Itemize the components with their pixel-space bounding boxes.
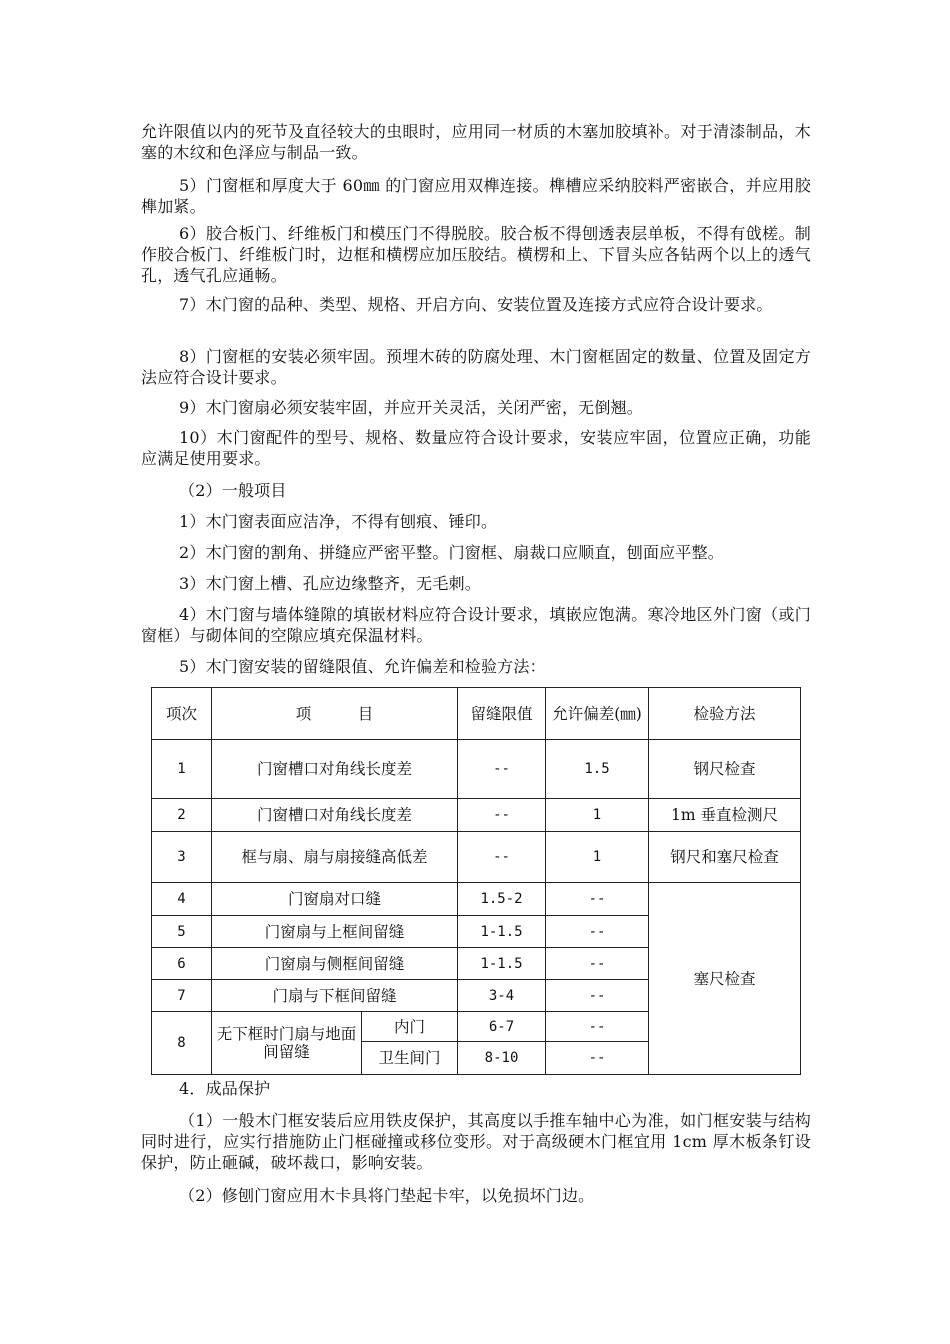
cell-gap: -- bbox=[458, 799, 546, 832]
cell-no: 7 bbox=[152, 980, 212, 1012]
cell-method-merged: 塞尺检查 bbox=[649, 883, 801, 1075]
cell-gap: 6-7 bbox=[458, 1012, 546, 1042]
tolerance-table bbox=[151, 687, 801, 1075]
cell-tolerance: -- bbox=[546, 1012, 649, 1042]
paragraph: 3）木门窗上槽、孔应边缘整齐，无毛刺。 bbox=[179, 574, 481, 593]
paragraph: 6）胶合板门、纤维板门和模压门不得脱胶。胶合板不得刨透表层单板，不得有戗槎。制作胶合板门、纤维板门时，边框和横楞应加压胶结。横楞和上、下冒头应各钻两个以上的透气孔，透气孔应通畅。 bbox=[141, 224, 811, 285]
cell-tolerance: 1 bbox=[546, 832, 649, 883]
cell-item: 无下框时门扇与地面间留缝 bbox=[212, 1012, 362, 1075]
cell-gap: -- bbox=[458, 740, 546, 799]
section-heading: （2）一般项目 bbox=[179, 481, 287, 500]
cell-gap: 1-1.5 bbox=[458, 948, 546, 980]
cell-method: 钢尺检查 bbox=[649, 740, 801, 799]
table-row bbox=[152, 740, 801, 799]
paragraph: 5）木门窗安装的留缝限值、允许偏差和检验方法： bbox=[179, 657, 546, 676]
paragraph: 2）木门窗的割角、拼缝应严密平整。门窗框、扇裁口应顺直，刨面应平整。 bbox=[179, 543, 724, 562]
cell-method: 1m 垂直检测尺 bbox=[649, 799, 801, 832]
paragraph: （2）修刨门窗应用木卡具将门垫起卡牢，以免损坏门边。 bbox=[179, 1186, 595, 1205]
cell-item: 门窗槽口对角线长度差 bbox=[212, 799, 458, 832]
paragraph: 1）木门窗表面应洁净，不得有刨痕、锤印。 bbox=[179, 512, 498, 531]
cell-tolerance: -- bbox=[546, 916, 649, 948]
paragraph: （1）一般木门框安装后应用铁皮保护，其高度以手推车轴中心为准，如门框安装与结构同时进行，应实行措施防止门框碰撞或移位变形。对于高级硬木门框宜用 1cm 厚木板条钉设保护，防止砸碱，破坏裁口，影响安装。 bbox=[141, 1111, 811, 1172]
table-row bbox=[152, 799, 801, 832]
paragraph: 5）门窗框和厚度大于 60㎜ 的门窗应用双榫连接。榫槽应采纳胶料严密嵌合，并应用胶榫加紧。 bbox=[141, 176, 811, 216]
cell-no: 1 bbox=[152, 740, 212, 799]
paragraph: 8）门窗框的安装必须牢固。预埋木砖的防腐处理、木门窗框固定的数量、位置及固定方法应符合设计要求。 bbox=[141, 347, 811, 387]
cell-gap: 1.5-2 bbox=[458, 883, 546, 916]
cell-subitem: 内门 bbox=[362, 1012, 458, 1042]
cell-gap: 3-4 bbox=[458, 980, 546, 1012]
cell-tolerance: -- bbox=[546, 883, 649, 916]
header-no: 项次 bbox=[152, 688, 212, 740]
cell-gap: 8-10 bbox=[458, 1042, 546, 1075]
cell-gap: -- bbox=[458, 832, 546, 883]
table-header-row bbox=[152, 688, 801, 740]
cell-no: 3 bbox=[152, 832, 212, 883]
cell-no: 6 bbox=[152, 948, 212, 980]
cell-tolerance: 1 bbox=[546, 799, 649, 832]
cell-item: 门窗槽口对角线长度差 bbox=[212, 740, 458, 799]
cell-tolerance: -- bbox=[546, 948, 649, 980]
cell-no: 2 bbox=[152, 799, 212, 832]
paragraph: 7）木门窗的品种、类型、规格、开启方向、安装位置及连接方式应符合设计要求。 bbox=[179, 295, 773, 314]
header-gap: 留缝限值 bbox=[458, 688, 546, 740]
cell-item: 框与扇、扇与扇接缝高低差 bbox=[212, 832, 458, 883]
cell-item: 门窗扇对口缝 bbox=[212, 883, 458, 916]
paragraph: 4）木门窗与墙体缝隙的填嵌材料应符合设计要求，填嵌应饱满。寒冷地区外门窗（或门窗框）与砌体间的空隙应填充保温材料。 bbox=[141, 605, 811, 645]
header-method: 检验方法 bbox=[649, 688, 801, 740]
cell-tolerance: -- bbox=[546, 1042, 649, 1075]
paragraph: 允许限值以内的死节及直径较大的虫眼时，应用同一材质的木塞加胶填补。对于清漆制品，木塞的木纹和色泽应与制品一致。 bbox=[141, 122, 811, 162]
paragraph: 10）木门窗配件的型号、规格、数量应符合设计要求，安装应牢固，位置应正确，功能应满足使用要求。 bbox=[141, 428, 811, 468]
table-row bbox=[152, 832, 801, 883]
table-row bbox=[152, 883, 801, 916]
cell-method: 钢尺和塞尺检查 bbox=[649, 832, 801, 883]
cell-tolerance: 1.5 bbox=[546, 740, 649, 799]
cell-no: 8 bbox=[152, 1012, 212, 1075]
cell-gap: 1-1.5 bbox=[458, 916, 546, 948]
header-tolerance: 允许偏差(㎜) bbox=[546, 688, 649, 740]
header-item: 项 目 bbox=[212, 688, 458, 740]
cell-no: 5 bbox=[152, 916, 212, 948]
cell-tolerance: -- bbox=[546, 980, 649, 1012]
cell-subitem: 卫生间门 bbox=[362, 1042, 458, 1075]
section-heading: 4．成品保护 bbox=[179, 1079, 271, 1098]
cell-no: 4 bbox=[152, 883, 212, 916]
cell-item: 门窗扇与上框间留缝 bbox=[212, 916, 458, 948]
cell-item: 门扇与下框间留缝 bbox=[212, 980, 458, 1012]
cell-item: 门窗扇与侧框间留缝 bbox=[212, 948, 458, 980]
paragraph: 9）木门窗扇必须安装牢固，并应开关灵活，关闭严密，无倒翘。 bbox=[179, 398, 643, 417]
